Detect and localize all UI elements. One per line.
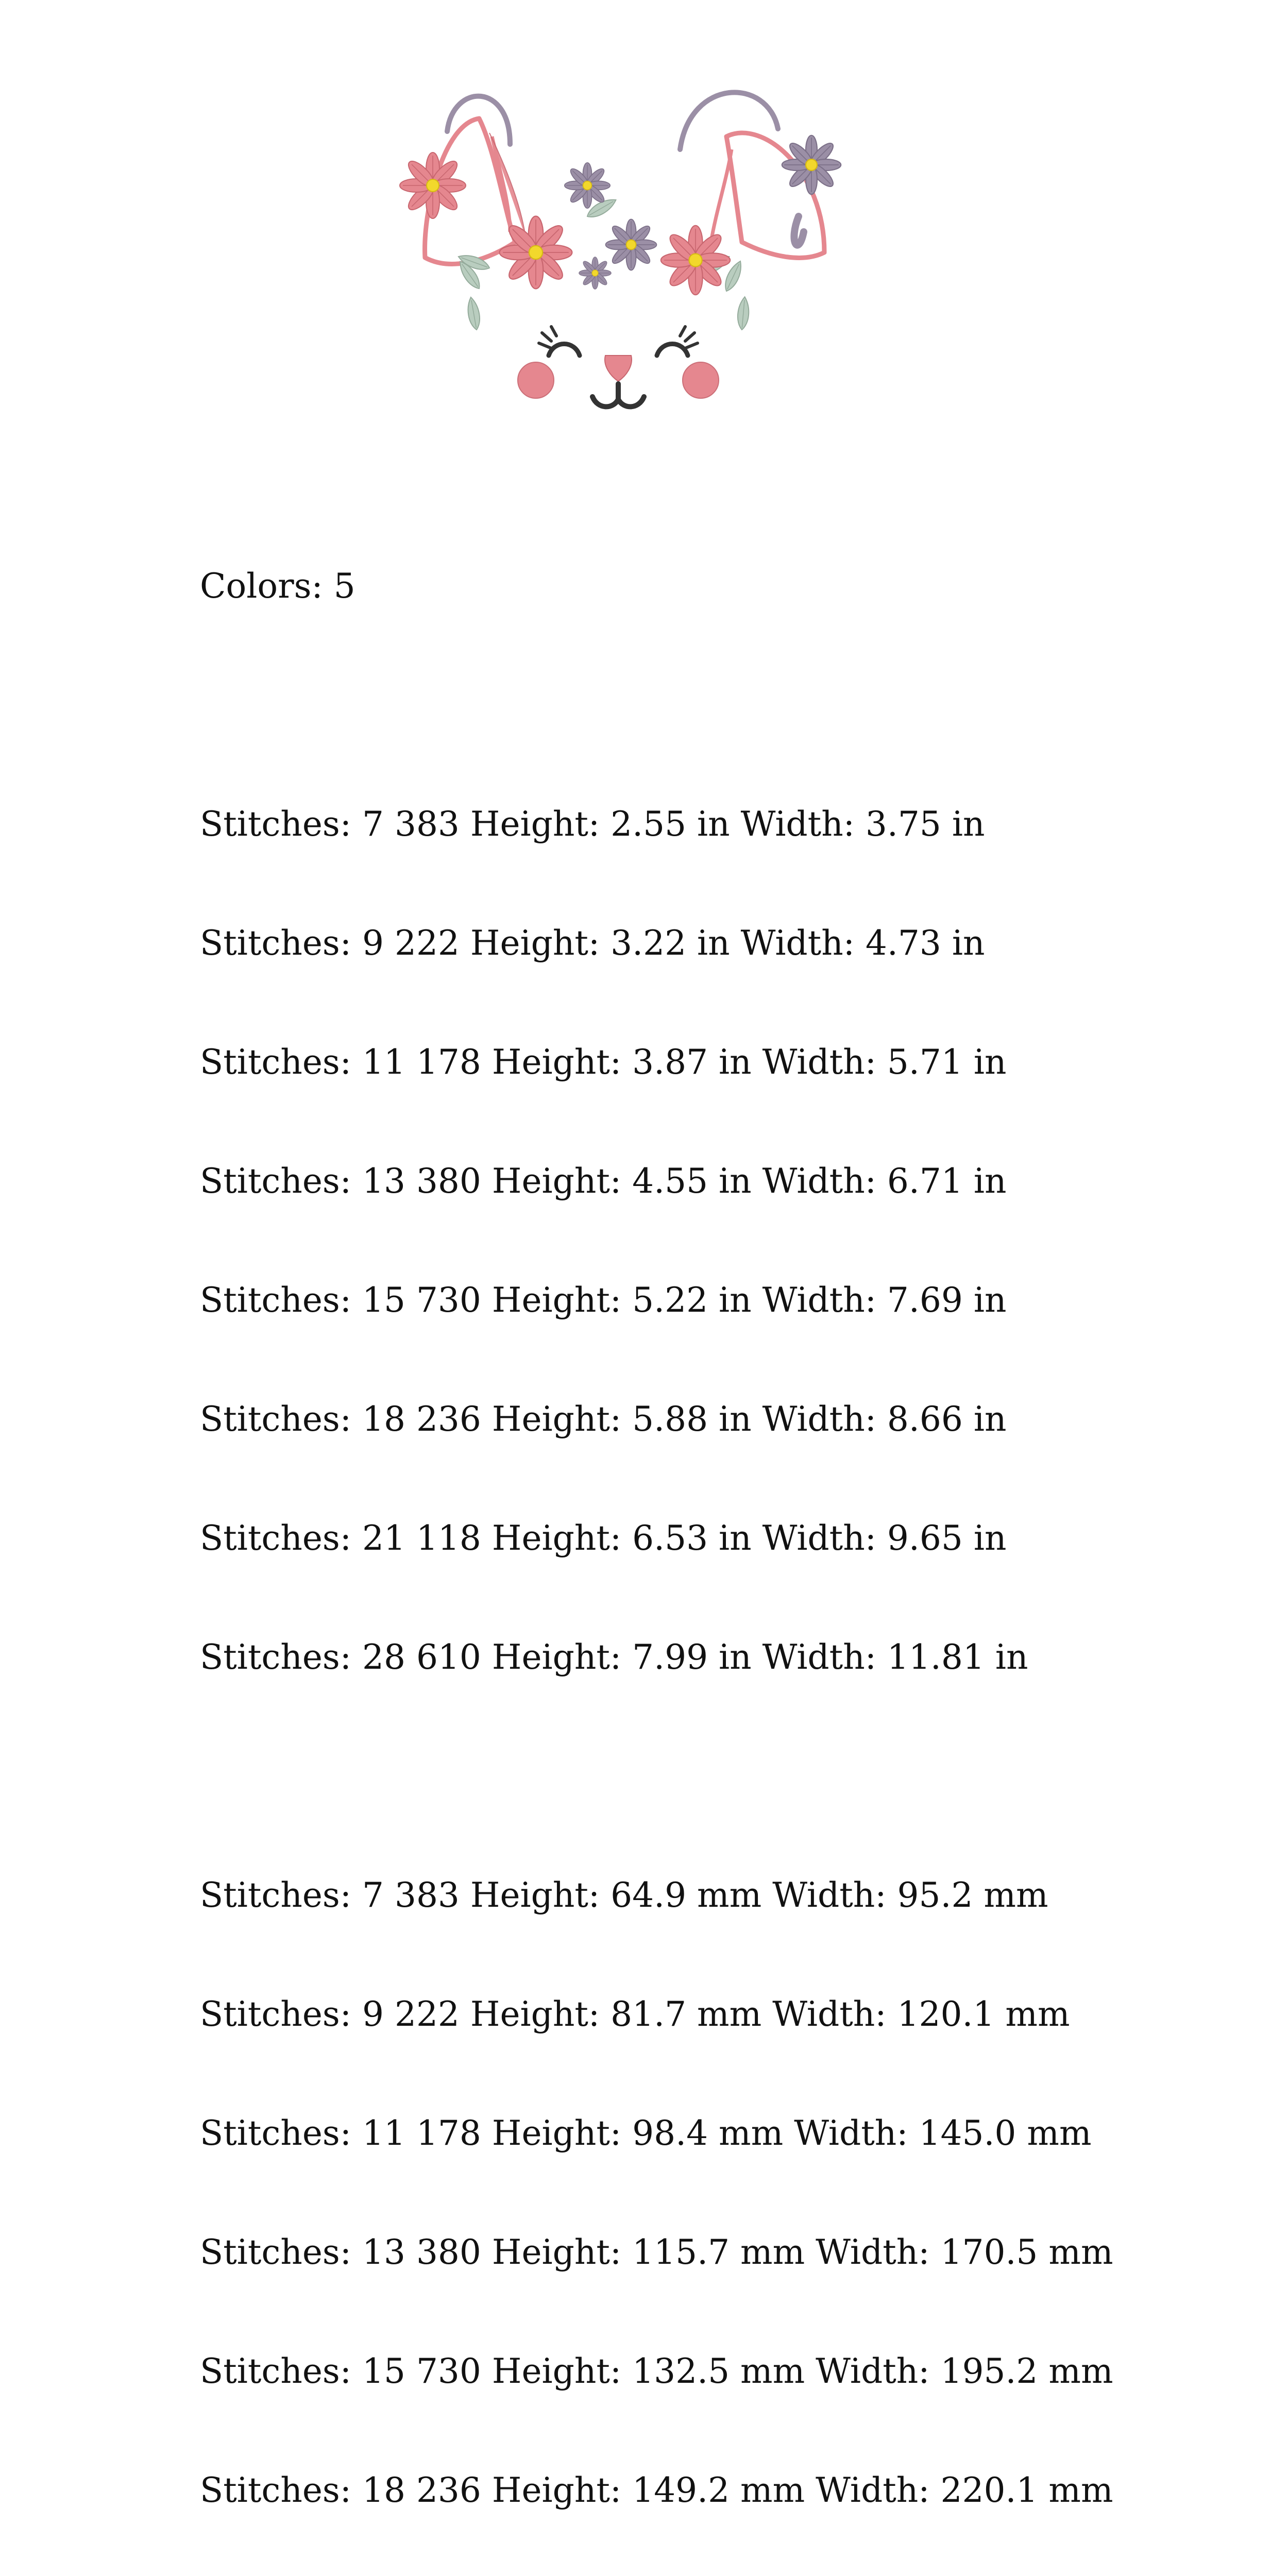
size-mm-row: Stitches: 9 222 Height: 81.7 mm Width: 120.1 mm (200, 1994, 1070, 2034)
size-in-row: Stitches: 15 730 Height: 5.22 in Width: 7.69 in (200, 1280, 1007, 1320)
size-mm-row: Stitches: 18 236 Height: 149.2 mm Width: 220.1 mm (200, 2470, 1113, 2510)
size-mm-row: Stitches: 11 178 Height: 98.4 mm Width: 145.0 mm (200, 2113, 1092, 2153)
size-mm-row: Stitches: 7 383 Height: 64.9 mm Width: 95.2 mm (200, 1875, 1048, 1915)
colors-count: Colors: 5 (200, 566, 355, 606)
size-in-row: Stitches: 9 222 Height: 3.22 in Width: 4.73 in (200, 923, 985, 963)
size-in-row: Stitches: 18 236 Height: 5.88 in Width: 8.66 in (200, 1399, 1007, 1439)
bunny-embroidery-icon (371, 88, 855, 417)
size-in-row: Stitches: 28 610 Height: 7.99 in Width: 11.81 in (200, 1637, 1028, 1677)
spec-text (200, 487, 1113, 2576)
size-in-row: Stitches: 21 118 Height: 6.53 in Width: 9.65 in (200, 1518, 1007, 1558)
size-in-row: Stitches: 11 178 Height: 3.87 in Width: 5.71 in (200, 1042, 1007, 1082)
size-in-row: Stitches: 13 380 Height: 4.55 in Width: 6.71 in (200, 1161, 1007, 1201)
size-in-row: Stitches: 7 383 Height: 2.55 in Width: 3.75 in (200, 804, 985, 844)
size-mm-row: Stitches: 15 730 Height: 132.5 mm Width: 195.2 mm (200, 2351, 1113, 2391)
size-mm-row: Stitches: 13 380 Height: 115.7 mm Width: 170.5 mm (200, 2232, 1113, 2272)
